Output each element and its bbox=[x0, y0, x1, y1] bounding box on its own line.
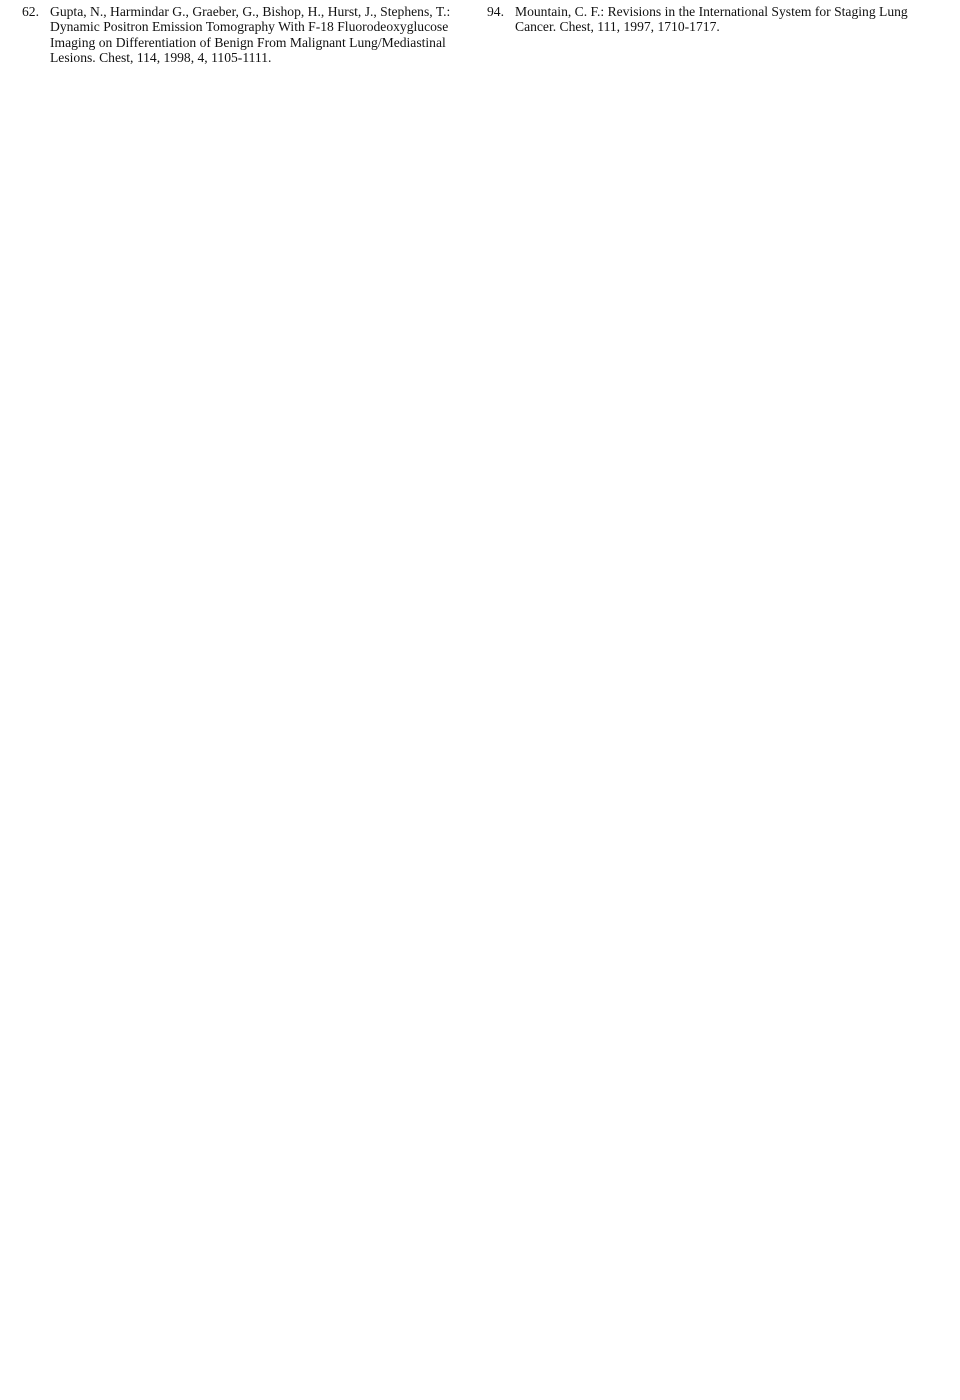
reference-text: Mountain, C. F.: Revisions in the International System for Staging Lung Cancer. Chest, 111, 1997, 1710-1717. bbox=[515, 4, 908, 35]
reference-entry bbox=[487, 4, 938, 35]
reference-entry bbox=[22, 4, 473, 66]
reference-columns bbox=[22, 4, 938, 1358]
reference-text: Gupta, N., Harmindar G., Graeber, G., Bishop, H., Hurst, J., Stephens, T.: Dynamic Positron Emission Tomography With F-18 Fluorodeoxyglucose Imaging on Differentiation of Benign From Malignant Lung/Mediastinal Lesions. Chest, 114, 1998, 4, 1105-1111. bbox=[50, 4, 451, 66]
reference-number: 94. bbox=[487, 4, 504, 19]
left-reference-column bbox=[22, 4, 473, 1358]
right-reference-column bbox=[487, 4, 938, 1358]
reference-number: 62. bbox=[22, 4, 39, 19]
